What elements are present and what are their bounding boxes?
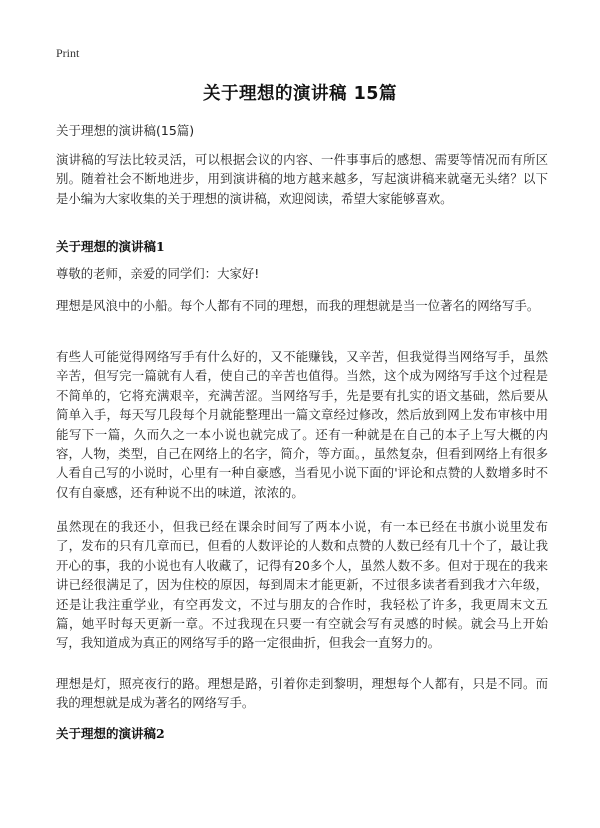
page-title: 关于理想的演讲稿 15篇 (203, 84, 397, 104)
document-subtitle: 关于理想的演讲稿(15篇) (56, 123, 195, 138)
section-heading-2: 关于理想的演讲稿2 (56, 726, 165, 741)
print-link[interactable]: Print (56, 46, 80, 60)
paragraph-current-progress: 虽然现在的我还小，但我已经在课余时间写了两本小说，有一本已经在书旗小说里发布了，发布的只有几章而已，但看的人数评论的人数和点赞的人数已经有几十个了，最让我开心的事，我的小说也有人收藏了，记得有20多个人，虽然人数不多。但对于现在的我来讲已经很满足了，因为住校的原因，每到周末才能更新，不过很多读者看到我才六年级，还是让我注重学业，有空再发文，不过与朋友的合作时，我轻松了许多，我更周末文五篇，她平时每天更新一章。不过我现在只要一有空就会写有灵感的时候。就会马上开始写，我知道成为真正的网络写手的路一定很曲折，但我会一直努力的。 (56, 519, 548, 651)
paragraph-greeting: 尊敬的老师，亲爱的同学们：大家好! (56, 266, 260, 281)
paragraph-ideal: 理想是风浪中的小船。每个人都有不同的理想，而我的理想就是当一位著名的网络写手。 (56, 298, 540, 313)
intro-paragraph: 演讲稿的写法比较灵活，可以根据会议的内容、一件事事后的感想、需要等情况而有所区别。随着社会不断地进步，用到演讲稿的地方越来越多，写起演讲稿来就毫无头绪？以下是小编为大家收集的关于理想的演讲稿，欢迎阅读，希望大家能够喜欢。 (56, 152, 548, 206)
section-heading-1: 关于理想的演讲稿1 (56, 239, 165, 254)
paragraph-writer-process: 有些人可能觉得网络写手有什么好的，又不能赚钱，又辛苦，但我觉得当网络写手，虽然辛苦，但写完一篇就有人看，使自己的辛苦也值得。当然，这个成为网络写手这个过程是不简单的，它将充满艰辛，充满苦涩。当网络写手，先是要有扎实的语文基础，然后要从简单入手，每天写几段每个月就能整理出一篇文章经过修改，然后放到网上发布审核中用能写下一篇，久而久之一本小说也就完成了。还有一种就是在自己的本子上写大概的内容，人物，类型，自己在网络上的名字，简介，等方面。，虽然复杂，但看到网络上有很多人看自己写的小说时，心里有一种自豪感，当看见小说下面的'评论和点赞的人数增多时不仅有自豪感，还有种说不出的味道，浓浓的。 (56, 349, 548, 500)
paragraph-conclusion: 理想是灯，照亮夜行的路。理想是路，引着你走到黎明，理想每个人都有，只是不同。而我的理想就是成为著名的网络写手。 (56, 676, 548, 711)
